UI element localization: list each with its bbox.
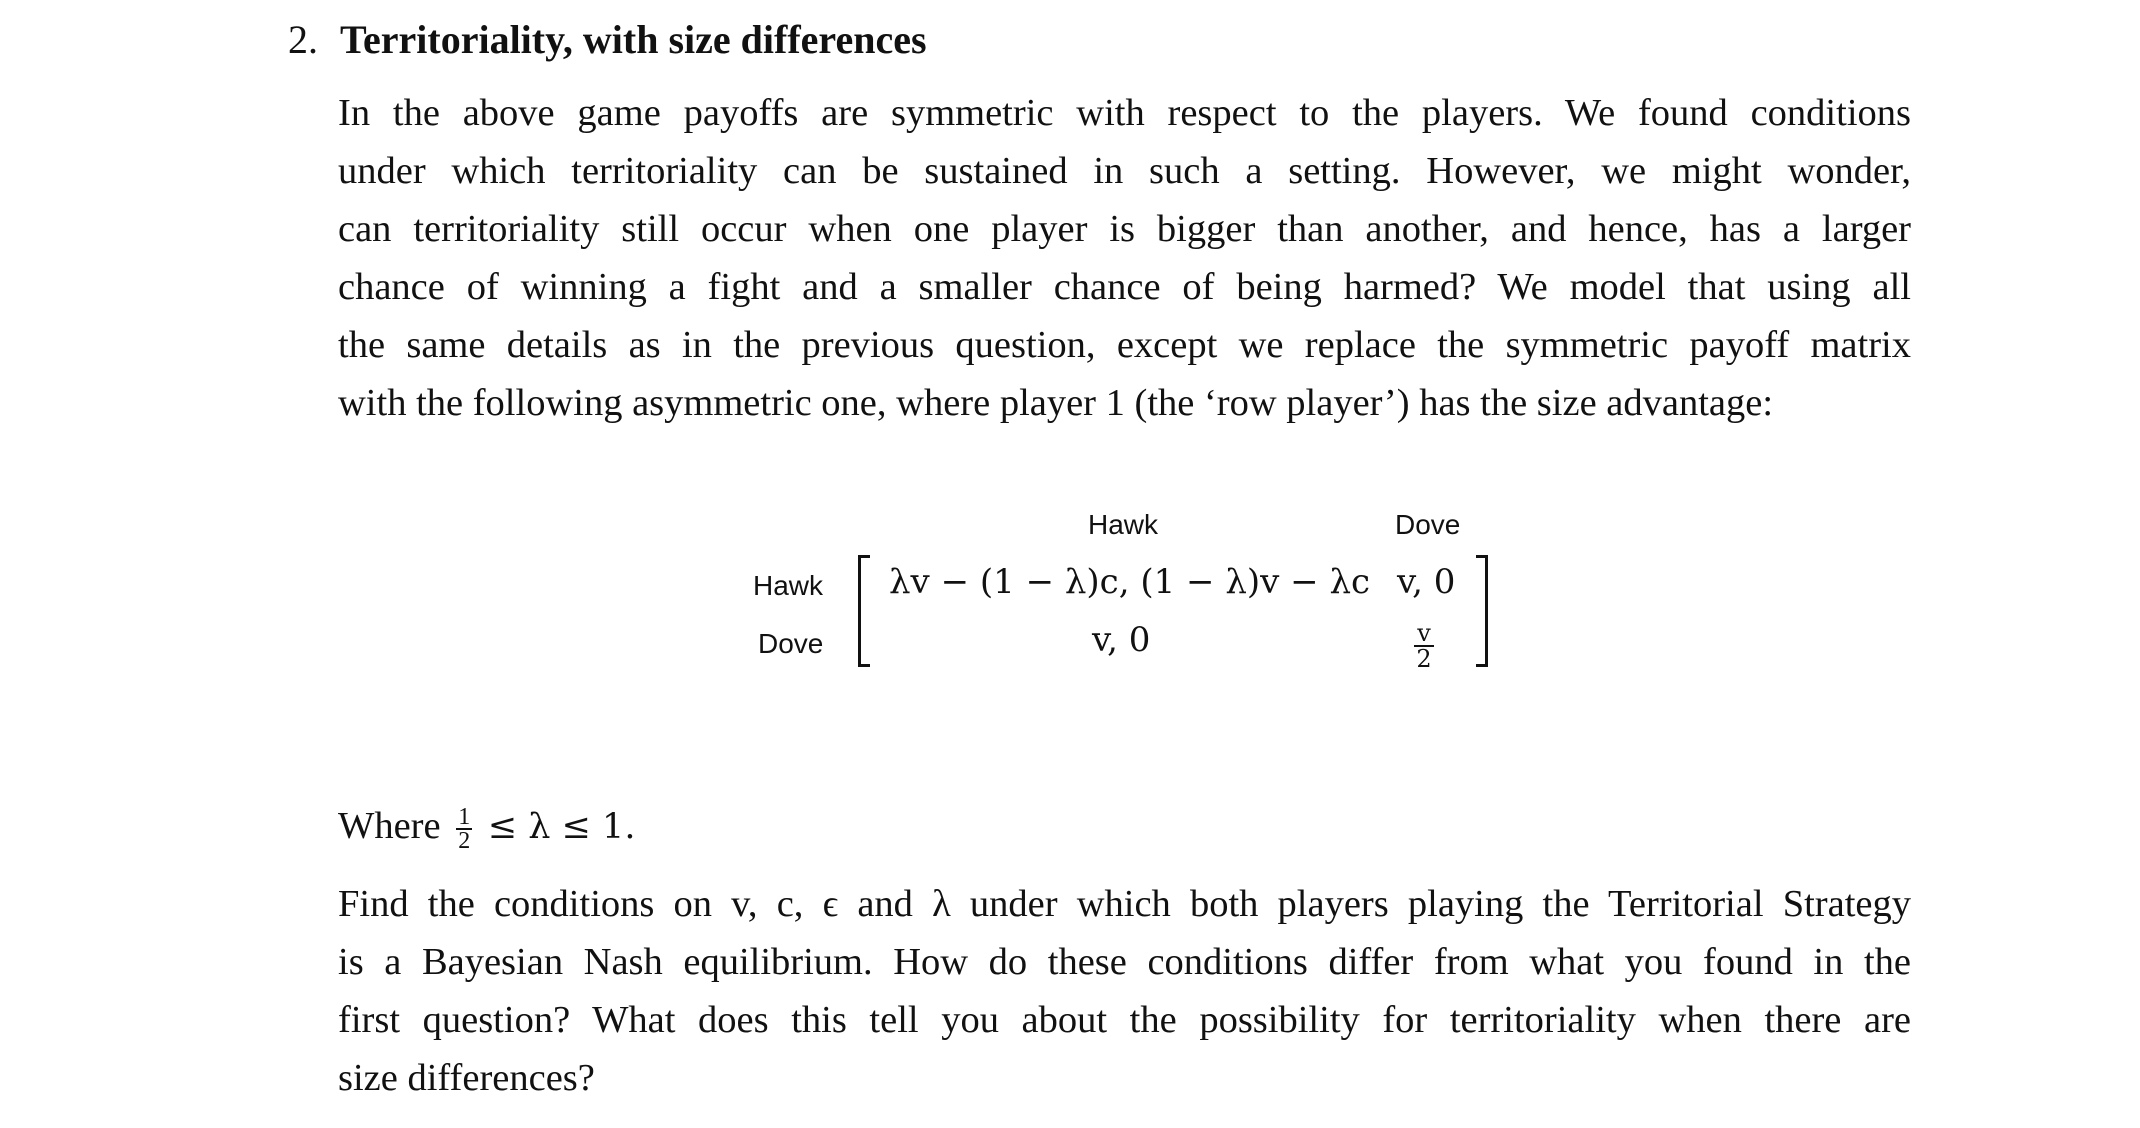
row-label-hawk: Hawk [753, 570, 824, 601]
paragraph-line: is a Bayesian Nash equilibrium. How do these conditions differ from what you found in the [338, 941, 1911, 983]
right-bracket [1476, 555, 1488, 667]
section-number: 2. [288, 17, 318, 62]
paragraph-line: In the above game payoffs are symmetric with respect to the players. We found conditions [338, 92, 1911, 134]
fraction-denominator: 2 [458, 828, 471, 855]
intro-paragraph [338, 84, 1911, 432]
paragraph-line: under which territoriality can be sustained in such a setting. However, we might wonder, [338, 150, 1911, 192]
fraction-v-over-2 [1414, 619, 1433, 673]
fraction-numerator: v [1417, 619, 1431, 647]
paragraph-line: can territoriality still occur when one player is bigger than another, and hence, has a larger [338, 208, 1911, 250]
column-label-hawk: Hawk [1088, 509, 1159, 540]
payoff-cell-hawk-hawk: λv − (1 − λ)c, (1 − λ)v − λc [889, 562, 1371, 602]
fraction-one-half [456, 804, 472, 855]
paragraph-line: with the following asymmetric one, where player 1 (the ‘row player’) has the size advantage: [338, 382, 1774, 424]
paragraph-line: first question? What does this tell you about the possibility for territoriality when there are [338, 999, 1911, 1041]
section-title: Territoriality, with size differences [340, 17, 927, 62]
paragraph-line: size differences? [338, 1057, 595, 1099]
payoff-cell-dove-hawk: v, 0 [1092, 620, 1151, 660]
payoff-cell-hawk-dove: v, 0 [1397, 562, 1456, 602]
question-paragraph [338, 875, 1911, 1107]
lambda-inequality: ≤ λ ≤ 1. [487, 807, 636, 847]
paragraph-line: chance of winning a fight and a smaller chance of being harmed? We model that using all [338, 266, 1911, 308]
lambda-constraint [338, 797, 635, 856]
paragraph-line: Find the conditions on v, c, ϵ and λ under which both players playing the Territorial Strategy [338, 883, 1911, 925]
payoff-cell-dove-dove [1412, 619, 1436, 673]
left-bracket [858, 555, 870, 667]
fraction-numerator: 1 [458, 804, 471, 831]
section-heading [288, 14, 927, 66]
column-label-dove: Dove [1395, 509, 1461, 540]
row-label-dove: Dove [758, 628, 824, 659]
fraction-denominator: 2 [1416, 645, 1432, 673]
paragraph-line: the same details as in the previous question, except we replace the symmetric payoff matrix [338, 324, 1911, 366]
where-prefix: Where [338, 805, 441, 847]
